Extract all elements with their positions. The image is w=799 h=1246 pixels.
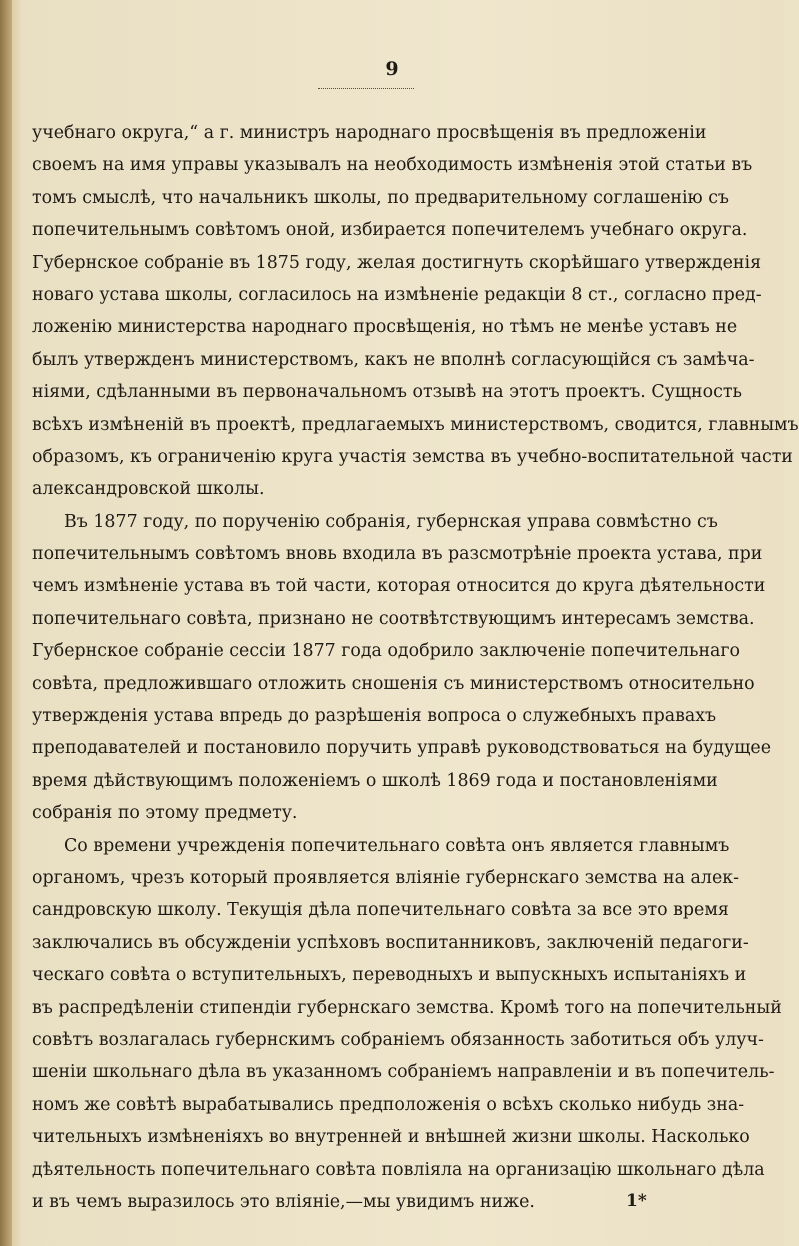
text-line: и въ чемъ выразилось это вліяніе,—мы увидимъ ниже.: [32, 1191, 535, 1212]
text-line: чительныхъ измѣненіяхъ во внутренней и внѣшней жизни школы. Насколько: [32, 1127, 750, 1148]
text-line: образомъ, къ ограниченію круга участія земства въ учебно-воспитательной части: [32, 446, 793, 467]
text-line: томъ смыслѣ, что начальникъ школы, по предварительному соглашенію съ: [32, 187, 729, 208]
text-line: своемъ на имя управы указывалъ на необходимость измѣненія этой статьи въ: [32, 155, 753, 176]
text-line: совѣта, предложившаго отложить сношенія съ министерствомъ относительно: [32, 673, 755, 694]
body-text: [32, 117, 799, 1218]
text-line: Губернское собраніе сессіи 1877 года одобрило заключеніе попечительнаго: [32, 641, 741, 662]
text-line: попечительнаго совѣта, признано не соотвѣтствующимъ интересамъ земства.: [32, 608, 755, 629]
text-line: всѣхъ измѣненій въ проектѣ, предлагаемыхъ министерствомъ, сводится, главнымъ: [32, 414, 799, 435]
text-line: попечительнымъ совѣтомъ вновь входила въ разсмотрѣніе проекта устава, при: [32, 544, 763, 565]
text-line: ложенію министерства народнаго просвѣщенія, но тѣмъ не менѣе уставъ не: [32, 317, 738, 338]
book-spine: [0, 0, 12, 1246]
text-line: заключались въ обсужденіи успѣховъ воспитанниковъ, заключеній педагоги-: [32, 932, 749, 953]
text-line: учебнаго округа,“ а г. министръ народнаго просвѣщенія въ предложеніи: [32, 123, 707, 143]
text-line: Со времени учрежденія попечительнаго совѣта онъ является главнымъ: [64, 835, 730, 856]
text-line: новаго устава школы, согласилось на измѣненіе редакціи 8 ст., согласно пред-: [32, 284, 762, 305]
text-line: въ распредѣленіи стипендіи губернскаго земства. Кромѣ того на попечительный: [32, 997, 782, 1018]
text-line: совѣтъ возлагалась губернскимъ собраніемъ обязанность заботиться объ улуч-: [32, 1029, 764, 1050]
text-line: чемъ измѣненіе устава въ той части, которая относится до круга дѣятельности: [32, 576, 766, 597]
text-line: ческаго совѣта о вступительныхъ, переводныхъ и выпускныхъ испытаніяхъ и: [32, 965, 747, 986]
text-line: былъ утвержденъ министерствомъ, какъ не вполнѣ согласующійся съ замѣча-: [32, 349, 755, 370]
text-line: дѣятельность попечительнаго совѣта повліяла на организацію школьнаго дѣла: [32, 1159, 765, 1180]
text-line: ніями, сдѣланными въ первоначальномъ отзывѣ на этотъ проектъ. Сущность: [32, 382, 742, 403]
text-line: собранія по этому предмету.: [32, 803, 298, 824]
text-line: номъ же совѣтѣ вырабатывались предположенія о всѣхъ сколько нибудь зна-: [32, 1094, 745, 1115]
text-line: время дѣйствующимъ положеніемъ о школѣ 1869 года и постановленіями: [32, 770, 718, 791]
text-line: шеніи школьнаго дѣла въ указанномъ собраніемъ направленіи и въ попечитель-: [32, 1062, 775, 1083]
text-line: органомъ, чрезъ который проявляется вліяніе губернскаго земства на алек-: [32, 867, 739, 888]
text-line: Губернское собраніе въ 1875 году, желая достигнуть скорѣйшаго утвержденія: [32, 252, 762, 273]
text-line: Въ 1877 году, по порученію собранія, губернская управа совмѣстно съ: [64, 511, 718, 532]
header-rule: [318, 88, 414, 89]
signature-mark: 1*: [626, 1191, 647, 1211]
text-line: сандровскую школу. Текущія дѣла попечительнаго совѣта за все это время: [32, 900, 729, 921]
text-line: утвержденія устава впредь до разрѣшенія вопроса о служебныхъ правахъ: [32, 706, 717, 727]
text-line: преподавателей и постановило поручить управѣ руководствоваться на будущее: [32, 738, 772, 759]
text-line: попечительнымъ совѣтомъ оной, избирается попечителемъ учебнаго округа.: [32, 220, 748, 241]
text-line: александровской школы.: [32, 479, 265, 500]
page-number: 9: [385, 58, 399, 80]
